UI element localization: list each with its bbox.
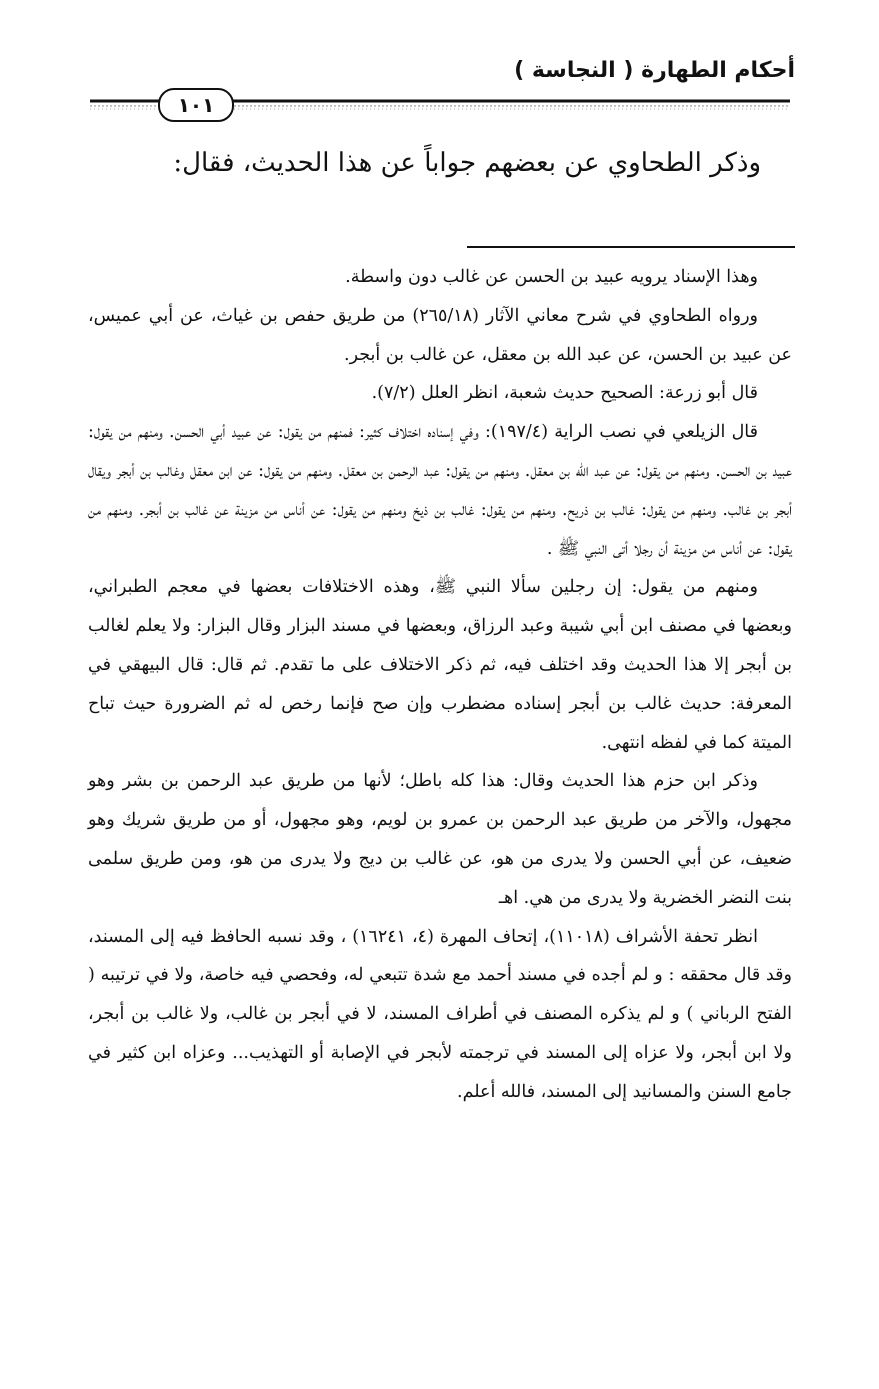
footnote-separator <box>467 246 795 248</box>
footnote-paragraph: قال الزيلعي في نصب الراية (١٩٧/٤): وفي إسناده اختلاف كثير: فمنهم من يقول: عن عبيد أبي الحسن. ومنهم من يقول: عبيد بن الحسن. ومنهم من يقول: عن عبد الله بن معقل. ومنهم من يقول: عبد الرحمن بن معقل. ومنهم من يقول: عن ابن معقل وغالب بن أبجر ويقال أبجر بن غالب. ومنهم من يقول: غالب بن ذريح. ومنهم من يقول: غالب بن ذيخ ومنهم من يقول: عن أناس من مزينة عن غالب بن أبجر. ومنهم من يقول: عن أناس من مزينة أن رجلا أتى النبي ﷺ . <box>88 422 792 559</box>
footnote-paragraph: قال أبو زرعة: الصحيح حديث شعبة، انظر العلل (٧/٢). <box>371 383 758 404</box>
main-text-line: وذكر الطحاوي عن بعضهم جواباً عن هذا الحديث، فقال: <box>173 148 761 178</box>
footnote-paragraph: انظر تحفة الأشراف (١١٠١٨)، إتحاف المهرة (٤، ١٦٢٤١) ، وقد نسبه الحافظ فيه إلى المسند، وقد قال محققه : و لم أجده في مسند أحمد مع شدة تتبعي له، وفحصي فيه خاصة، ولا في ترتيبه ( الفتح الرباني ) و لم يذكره المصنف في أطراف المسند، لا في أبجر بن غالب، ولا غالب بن أبجر، ولا ابن أبجر، ولا عزاه إلى المسند في ترجمته لأبجر في الإصابة أو التهذيب... وعزاه ابن كثير في جامع السنن والمسانيد إلى المسند، فالله أعلم. <box>88 926 792 1102</box>
running-header-title: أحكام الطهارة ( النجاسة ) <box>514 58 795 83</box>
page-number: ١٠١ <box>158 88 234 122</box>
footnotes-block <box>88 258 792 1112</box>
footnote-paragraph: وذكر ابن حزم هذا الحديث وقال: هذا كله باطل؛ لأنها من طريق عبد الرحمن بن بشر وهو مجهول، والآخر من طريق عبد الرحمن بن عمرو بن لويم، وهو مجهول، أو من طريق شريك وهو ضعيف، عن أبي الحسن ولا يدرى من هو، عن غالب بن ديج ولا يدرى من هو، ومن طريق سلمى بنت النضر الخضرية ولا يدرى من هي. اهـ <box>88 771 792 908</box>
footnote-paragraph: ومنهم من يقول: إن رجلين سألا النبي ﷺ، وهذه الاختلافات بعضها في معجم الطبراني، وبعضها في مصنف ابن أبي شيبة وعبد الرزاق، وبعضها في مسند البزار وقال البزار: ولا يعلم لغالب بن أبجر إلا هذا الحديث وقد اختلف فيه، ثم ذكر الاختلاف على ما تقدم. ثم قال: قال البيهقي في المعرفة: حديث غالب بن أبجر إسناده مضطرب وإن صح فإنما رخص له ثم الضرورة حيث تباح الميتة كما في لفظه انتهى. <box>88 577 792 753</box>
footnote-paragraph: ورواه الطحاوي في شرح معاني الآثار (٢٦٥/١٨) من طريق حفص بن غياث، عن أبي عميس، عن عبيد بن الحسن، عن عبد الله بن معقل، عن غالب بن أبجر. <box>88 305 792 365</box>
footnote-paragraph: وهذا الإسناد يرويه عبيد بن الحسن عن غالب دون واسطة. <box>345 267 758 287</box>
